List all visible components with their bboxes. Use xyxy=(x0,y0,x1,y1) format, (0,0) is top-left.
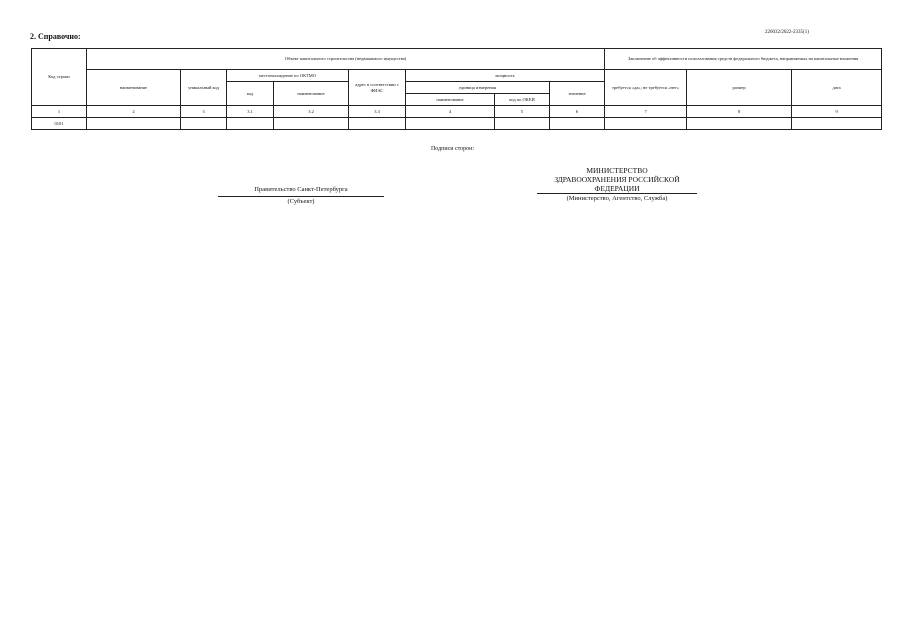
col-number: 1 xyxy=(32,106,87,118)
subject-name: Правительство Санкт-Петербурга xyxy=(218,186,384,197)
header-unique-code: уникальный код xyxy=(181,70,227,106)
reference-table xyxy=(31,48,882,130)
ministry-name-line3: ФЕДЕРАЦИИ xyxy=(594,184,640,193)
col-number: 3 xyxy=(181,106,227,118)
ministry-caption: (Министерство, Агентство, Служба) xyxy=(566,195,668,202)
col-number: 6 xyxy=(550,106,605,118)
signatures-title: Подписи сторон: xyxy=(430,146,475,152)
header-fias-address: адрес в соответствии с ФИАС xyxy=(349,70,406,106)
empty-cell xyxy=(792,118,882,130)
ministry-name-line1: МИНИСТЕРСТВО xyxy=(586,166,648,175)
col-number: 3.3 xyxy=(349,106,406,118)
subject-signature-block xyxy=(218,186,384,205)
col-number: 3.2 xyxy=(274,106,349,118)
subject-caption: (Субъект) xyxy=(287,198,315,205)
section-heading: 2. Справочно: xyxy=(30,32,81,41)
header-unit-name: наименование xyxy=(406,94,495,106)
col-number: 5 xyxy=(495,106,550,118)
header-size: размер xyxy=(687,70,792,106)
header-okei-code: код по ОКЕИ xyxy=(495,94,550,106)
col-number: 8 xyxy=(687,106,792,118)
ministry-name-line2: ЗДРАВООХРАНЕНИЯ РОССИЙСКОЙ xyxy=(554,175,680,184)
header-object-group: Объект капитального строительства (недвижимого имущества) xyxy=(87,49,605,70)
header-date: дата xyxy=(792,70,882,106)
col-number: 2 xyxy=(87,106,181,118)
signature-line xyxy=(537,193,697,194)
col-number: 7 xyxy=(605,106,687,118)
row-code-cell: 0101 xyxy=(32,118,87,130)
header-required: требуется «да»; не требуется «нет» xyxy=(605,70,687,106)
col-number: 9 xyxy=(792,106,882,118)
column-number-row xyxy=(32,106,882,118)
header-name: наименование xyxy=(87,70,181,106)
empty-cell xyxy=(181,118,227,130)
header-capacity-group: мощность xyxy=(406,70,605,82)
header-value: значение xyxy=(550,82,605,106)
table-row xyxy=(32,118,882,130)
ministry-signature-block xyxy=(513,166,721,203)
empty-cell xyxy=(495,118,550,130)
empty-cell xyxy=(349,118,406,130)
header-conclusion-group: Заключение об эффективности использования средств федерального бюджета, направляемых на капитальные вложения xyxy=(605,49,882,70)
empty-cell xyxy=(687,118,792,130)
empty-cell xyxy=(227,118,274,130)
empty-cell xyxy=(274,118,349,130)
header-location-group: местонахождение по ОКТМО xyxy=(227,70,349,82)
col-number: 4 xyxy=(406,106,495,118)
header-row-code: Код строки xyxy=(32,49,87,106)
col-number: 3.1 xyxy=(227,106,274,118)
header-oktmo-code: код xyxy=(227,82,274,106)
header-oktmo-name: наименование xyxy=(274,82,349,106)
document-number: 226032/2022-2335(1) xyxy=(765,30,809,35)
empty-cell xyxy=(406,118,495,130)
empty-cell xyxy=(87,118,181,130)
empty-cell xyxy=(550,118,605,130)
empty-cell xyxy=(605,118,687,130)
header-unit-group: единица измерения xyxy=(406,82,550,94)
